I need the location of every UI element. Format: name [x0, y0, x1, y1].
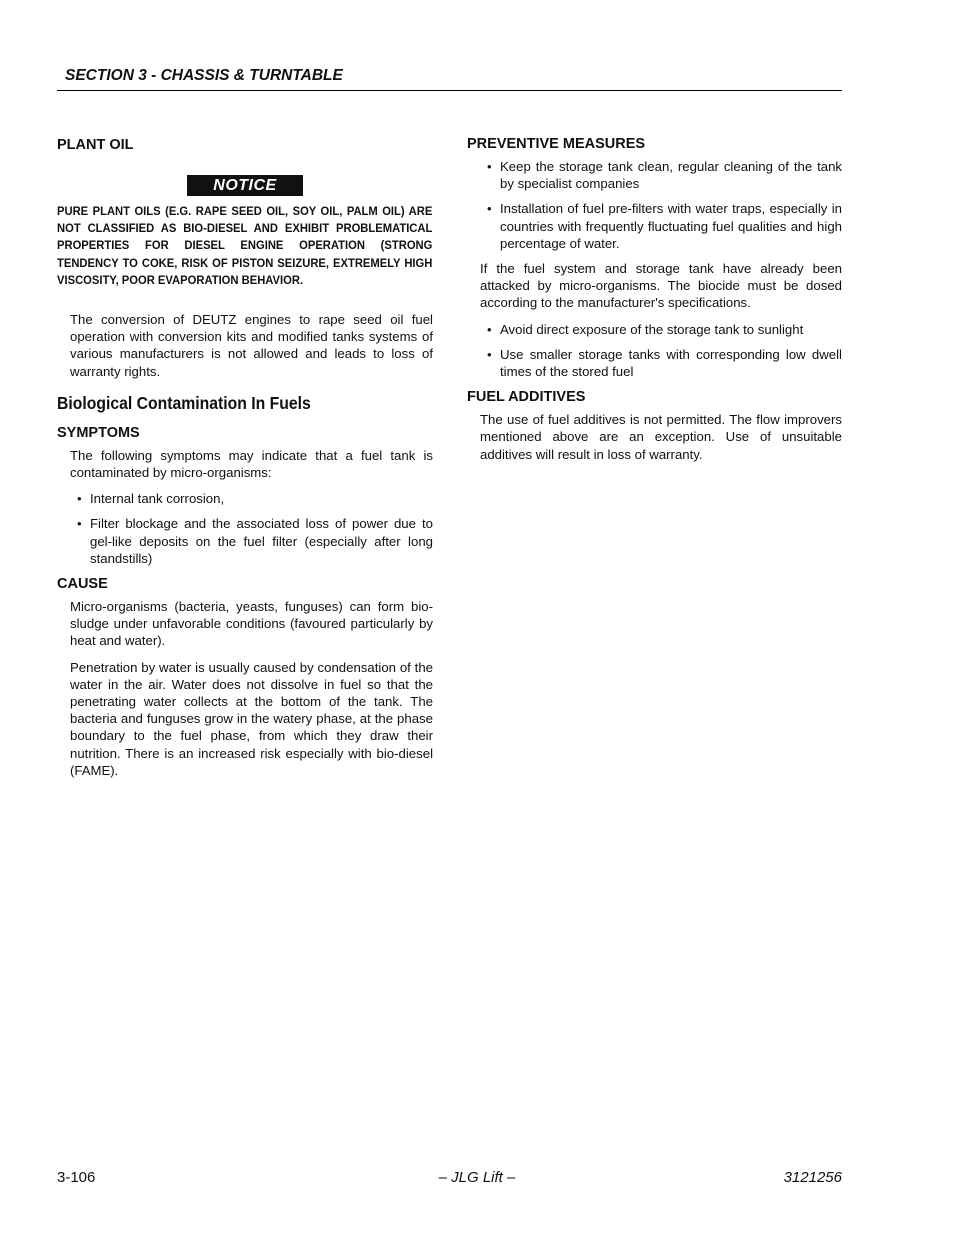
preventive-measures-heading: PREVENTIVE MEASURES	[467, 136, 646, 152]
notice-text: PURE PLANT OILS (E.G. RAPE SEED OIL, SOY OIL, PALM OIL) ARE NOT CLASSIFIED AS BIO-DIESEL AND EXHIBIT PROBLEMATICAL PROPERTIES FOR DIESEL ENGINE OPERATION (STRONG TENDENCY TO COKE, RISK OF PISTON SEIZURE, EXTREMELY HIGH VISCOSITY, POOR EVAPORATION BEHAVIOR.	[57, 204, 433, 287]
list-item: • Filter blockage and the associated loss of power due to gel-like deposits on the fuel filter (especially after long standstills)	[77, 516, 433, 566]
list-item: • Avoid direct exposure of the storage tank to sunlight	[487, 321, 804, 337]
notice-badge: NOTICE	[187, 175, 303, 196]
cause-heading: CAUSE	[57, 576, 108, 593]
preventive-list	[467, 158, 842, 252]
footer-publisher: – JLG Lift –	[438, 1169, 516, 1186]
page-number: 3-106	[57, 1169, 96, 1186]
fuel-additives-heading: FUEL ADDITIVES	[467, 389, 586, 406]
page-header	[57, 64, 842, 91]
section-title: SECTION 3 - CHASSIS & TURNTABLE	[65, 67, 343, 84]
list-item: • Internal tank corrosion,	[77, 491, 225, 507]
plant-oil-heading: PLANT OIL	[57, 137, 134, 153]
bullet-icon: •	[487, 346, 492, 362]
document-number: 3121256	[783, 1169, 842, 1186]
cause-paragraph-1: Micro-organisms (bacteria, yeasts, funguses) can form bio-sludge under unfavorable conditions (favoured particularly by heat and water).	[70, 599, 433, 649]
bullet-icon: •	[487, 159, 492, 174]
list-item: • Use smaller storage tanks with corresponding low dwell times of the stored fuel	[487, 346, 842, 380]
bio-contamination-heading: Biological Contamination In Fuels	[57, 392, 311, 413]
bullet-icon: •	[487, 201, 492, 217]
symptoms-intro: The following symptoms may indicate that a fuel tank is contaminated by micro-organisms:	[70, 447, 433, 481]
list-item: • Installation of fuel pre-filters with water traps, especially in countries with frequently fluctuating fuel qualities and high percentage of water.	[487, 201, 842, 251]
conversion-paragraph: The conversion of DEUTZ engines to rape seed oil fuel operation with conversion kits and modified tanks systems of various manufacturers is not allowed and leads to loss of warranty rights.	[70, 312, 433, 379]
symptoms-list	[57, 490, 433, 567]
bullet-icon: •	[487, 321, 492, 337]
symptoms-heading: SYMPTOMS	[57, 424, 140, 441]
cause-paragraph-2: Penetration by water is usually caused by condensation of the water in the air. Water does not dissolve in fuel so that the penetrating water collects at the bottom of the tank. The bacteria and funguses grow in the watery phase, at the phase boundary to the fuel phase, from which they draw their nutrition. There is an increased risk especially with bio-diesel (FAME).	[70, 659, 433, 778]
left-column	[57, 133, 433, 779]
right-column	[467, 133, 842, 463]
bullet-icon: •	[77, 516, 82, 532]
biocide-paragraph: If the fuel system and storage tank have already been attacked by micro-organisms. The biocide must be dosed according to the manufacturer's specifications.	[480, 261, 842, 311]
fuel-additives-paragraph: The use of fuel additives is not permitted. The flow improvers mentioned above are an exception. Use of unsuitable additives will result in loss of warranty.	[480, 412, 842, 462]
notice-block	[57, 175, 433, 196]
list-item: • Keep the storage tank clean, regular cleaning of the tank by specialist companies	[487, 159, 842, 192]
preventive-list-2	[467, 321, 842, 381]
bullet-icon: •	[77, 491, 82, 507]
